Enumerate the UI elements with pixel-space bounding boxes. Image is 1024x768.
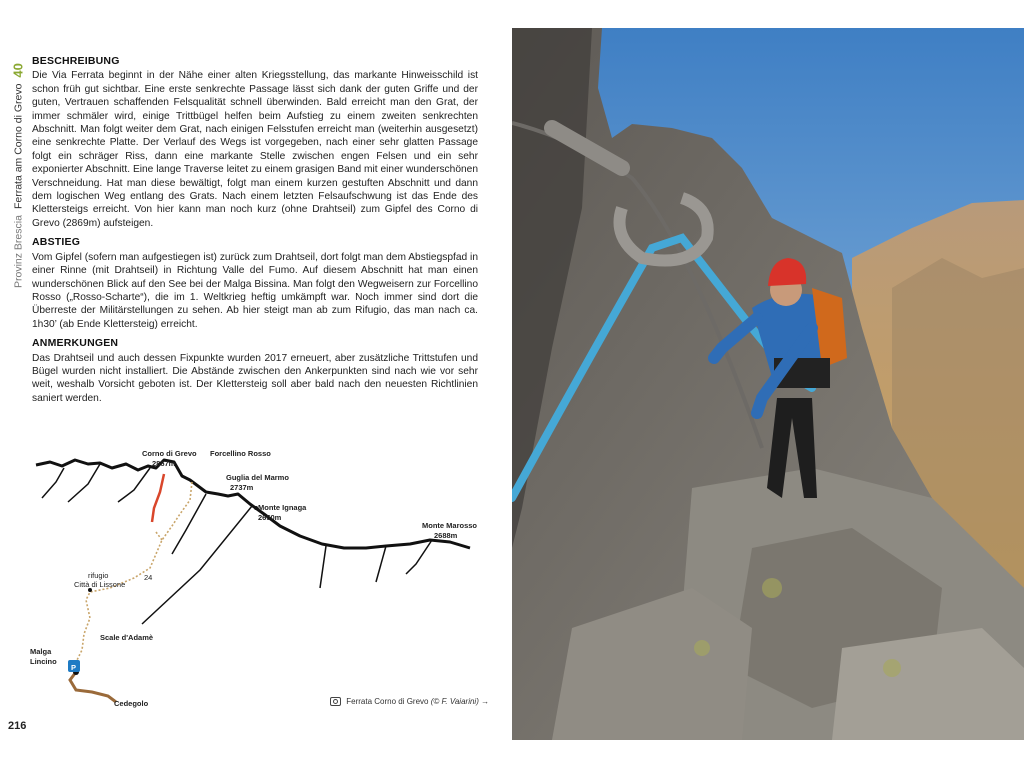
photo-caption [330, 697, 489, 706]
parking-letter: P [71, 663, 77, 672]
section-body: Vom Gipfel (sofern man aufgestiegen ist) zurück zum Drahtseil, dort folgt man dem Abstiegspfad in einer Rinne (mit Drahtseil) in Richtung Valle del Fumo. Auf diesem Abschnitt hat man einen wunderschönen Blick auf den See bei der Malga Bissina. Man folgt den Wegweisern zur Forcellino Rosso („Rosso-Scharte“), die im 1. Weltkrieg heftig umkämpft war. Noch immer sind dort die Überreste der Militärstellungen zu sehen. Ab hier steigt man ab zum Rifugio, das man nach ca. 1h30’ (ab Ende Klettersteig) erreicht. [32, 251, 478, 330]
malga-label-1: Malga [30, 647, 52, 656]
section-heading: ANMERKUNGEN [32, 337, 119, 350]
lichen [694, 640, 710, 656]
marosso-label: Monte Marosso [422, 521, 478, 530]
camera-icon [330, 697, 341, 706]
section-abstieg [32, 236, 478, 331]
lichen [883, 659, 901, 677]
section-anmerkungen [32, 337, 478, 405]
scale-label: Scale d'Adamè [100, 633, 154, 642]
cedegolo-label: Cedegolo [114, 699, 149, 708]
forcellino-label: Forcellino Rosso [210, 449, 271, 458]
description-text [32, 55, 478, 411]
spur-line [42, 468, 64, 498]
trail-number: 24 [144, 573, 153, 582]
spur-line [142, 506, 252, 624]
chapter-side-label [10, 60, 26, 288]
spur-line [118, 468, 150, 502]
climbing-photo [512, 28, 1024, 740]
corno-alt: 2867m [152, 459, 176, 468]
ignaga-label: Monte Ignaga [258, 503, 307, 512]
road [70, 672, 116, 702]
caption-text: Ferrata Corno di Grevo [346, 697, 429, 706]
route-number: 40 [10, 63, 26, 78]
page-number-left: 216 [8, 720, 27, 732]
spur-line [172, 494, 206, 554]
climbing-photo-svg [512, 28, 1024, 740]
section-beschreibung [32, 55, 478, 230]
ferrata-route [152, 474, 164, 522]
marosso-alt: 2688m [434, 531, 458, 540]
descent-path [156, 532, 162, 540]
guglia-label: Guglia del Marmo [226, 473, 289, 482]
section-body: Das Drahtseil und auch dessen Fixpunkte wurden 2017 erneuert, aber zusätzliche Trittstufen und Bügel wurden nicht installiert. Die Abstände zwischen den Ankerpunkten sind nach wie vor sehr weit, weshalb Vorsicht geboten ist. Der Klettersteig soll aber bald nach den neuesten Richtlinien saniert werden. [32, 352, 478, 404]
rifugio-label-2: Città di Lissone [74, 580, 126, 589]
malga-label-2: Lincino [30, 657, 57, 666]
guglia-alt: 2737m [230, 483, 254, 492]
section-heading: BESCHREIBUNG [32, 55, 120, 67]
section-body: Die Via Ferrata beginnt in der Nähe einer alten Kriegsstellung, das markante Hinweisschild ist schon früh gut sichtbar. Eine erste senkrechte Passage lässt sich dank der guten Griffe und der guten, Vertrauen schaffenden Felsqualität schnell überwinden. Bald erreicht man den Grat, der immer schmäler wird, einige Trittbügel helfen beim Aufstieg zu einem zweiten senkrechten Abschnitt. Man folgt weiter dem Grat, nach einigen Felsstufen erreicht man (weiterhin ausgesetzt) eine senkrechte Platte. Der Verlauf des Wegs ist vorgegeben, nach einer sehr glatten Passage folgt ein schräger Riss, dann eine markante Stelle zwischen engen Felsen und ein sehr exponierter Abschnitt. Eine lange Traverse leitet zu einem grasigen Band mit einer wunderschönen Verschneidung. Hat man diese bewältigt, folgt man einem kurzen gestuften Abschnitt und dann dem logischen Weg entlang des Grats. Nach einem letzten Felsaufschwung ist das Ende des Klettersteigs erreicht. Von hier kann man noch kurz (ohne Drahtseil) zum Gipfel des Corno di Grevo (2869m) aufsteigen. [32, 70, 478, 229]
spur-line [320, 546, 326, 588]
rifugio-label-1: rifugio [88, 571, 109, 580]
caption-credit: (© F. Vaiarini) [430, 697, 479, 706]
lichen [762, 578, 782, 598]
arrow-right-icon: → [481, 697, 490, 706]
route-map-svg [30, 440, 480, 720]
route-title: Ferrata am Corno di Grevo [12, 83, 24, 210]
region-label: Provinz Brescia [12, 215, 24, 288]
route-sketch-map [30, 440, 480, 720]
spur-line [376, 546, 386, 582]
section-heading: ABSTIEG [32, 236, 81, 249]
ignaga-alt: 2650m [258, 513, 282, 522]
spur-line [68, 464, 100, 502]
corno-label: Corno di Grevo [142, 449, 197, 458]
